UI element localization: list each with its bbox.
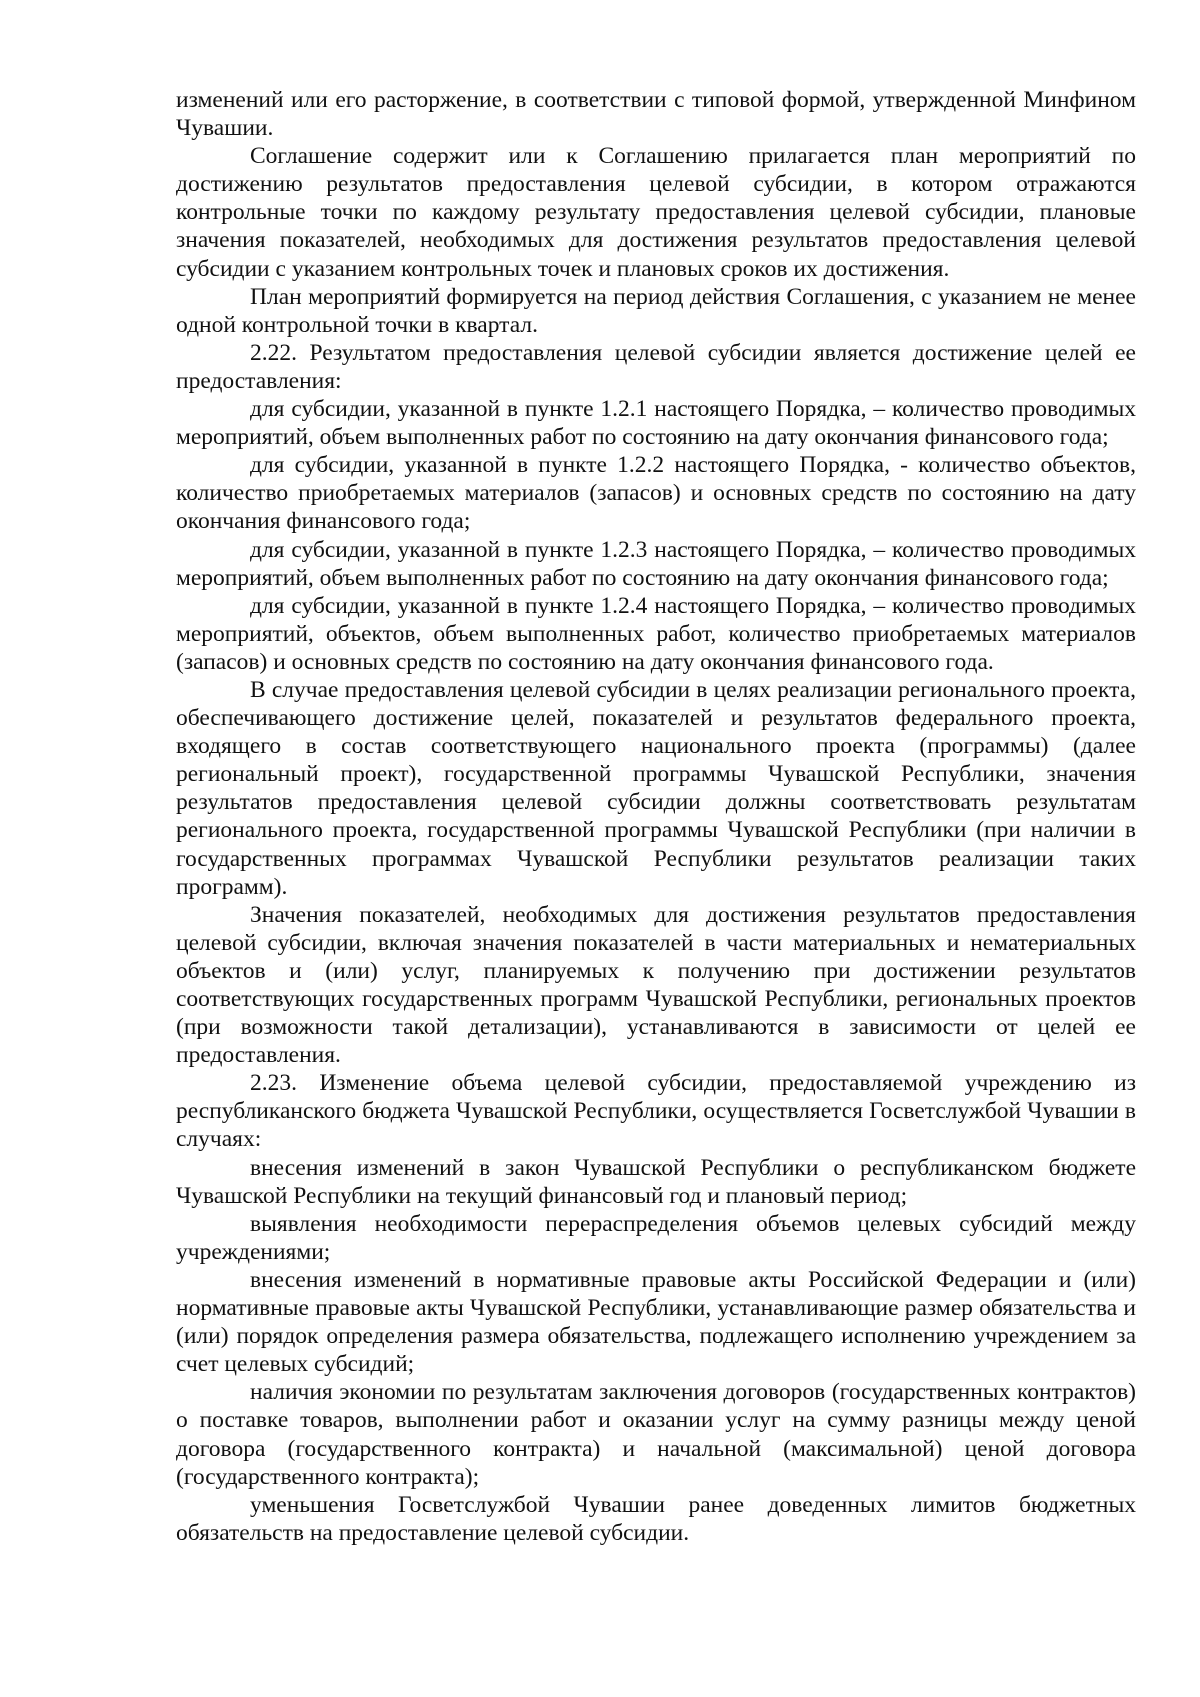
paragraph-subsidy-1-2-1: для субсидии, указанной в пункте 1.2.1 настоящего Порядка, – количество проводимых мероприятий, объем выполненных работ по состоянию на дату окончания финансового года; bbox=[176, 396, 1136, 451]
paragraph-case-limits-reduction: уменьшения Госветслужбой Чувашии ранее доведенных лимитов бюджетных обязательств на предоставление целевой субсидии. bbox=[176, 1491, 1136, 1546]
paragraph-clause-2-22: 2.22. Результатом предоставления целевой субсидии является достижение целей ее предоставления: bbox=[176, 339, 1136, 394]
paragraph-indicator-values: Значения показателей, необходимых для достижения результатов предоставления целевой субсидии, включая значения показателей в части материальных и нематериальных объектов и (или) услуг, планируемых к получению при достижении результатов соответствующих государственных программ Чувашской Республики, региональных проектов (при возможности такой детализации), устанавливаются в зависимости от целей ее предоставления. bbox=[176, 901, 1136, 1069]
paragraph-case-budget-law: внесения изменений в закон Чувашской Республики о республиканском бюджете Чувашской Республики на текущий финансовый год и плановый период; bbox=[176, 1154, 1136, 1209]
paragraph-case-normative-acts: внесения изменений в нормативные правовые акты Российской Федерации и (или) нормативные правовые акты Чувашской Республики, устанавливающие размер обязательства и (или) порядок определения размера обязательства, подлежащего исполнению учреждением за счет целевых субсидий; bbox=[176, 1266, 1136, 1378]
paragraph-case-savings: наличия экономии по результатам заключения договоров (государственных контрактов) о поставке товаров, выполнении работ и оказании услуг на сумму разницы между ценой договора (государственного контракта) и начальной (максимальной) ценой договора (государственного контракта); bbox=[176, 1379, 1136, 1490]
paragraph-subsidy-1-2-3: для субсидии, указанной в пункте 1.2.3 настоящего Порядка, – количество проводимых мероприятий, объем выполненных работ по состоянию на дату окончания финансового года; bbox=[176, 536, 1136, 591]
paragraph-action-plan-content: Соглашение содержит или к Соглашению прилагается план мероприятий по достижению результатов предоставления целевой субсидии, в котором отражаются контрольные точки по каждому результату предоставления целевой субсидии, плановые значения показателей, необходимых для достижения результатов предоставления целевой субсидии с указанием контрольных точек и плановых сроков их достижения. bbox=[176, 143, 1136, 282]
document-page bbox=[176, 86, 1136, 1547]
paragraph-regional-project: В случае предоставления целевой субсидии в целях реализации регионального проекта, обеспечивающего достижение целей, показателей и результатов федерального проекта, входящего в состав соответствующего национального проекта (программы) (далее региональный проект), государственной программы Чувашской Республики, значения результатов предоставления целевой субсидии должны соответствовать результатам регионального проекта, государственной программы Чувашской Республики (при наличии в государственных программах Чувашской Республики результатов реализации таких программ). bbox=[176, 676, 1136, 900]
paragraph-subsidy-1-2-2: для субсидии, указанной в пункте 1.2.2 настоящего Порядка, - количество объектов, количество приобретаемых материалов (запасов) и основных средств по состоянию на дату окончания финансового года; bbox=[176, 452, 1136, 535]
paragraph-subsidy-1-2-4: для субсидии, указанной в пункте 1.2.4 настоящего Порядка, – количество проводимых мероприятий, объектов, объем выполненных работ, количество приобретаемых материалов (запасов) и основных средств по состоянию на дату окончания финансового года. bbox=[176, 592, 1136, 675]
paragraph-clause-2-23: 2.23. Изменение объема целевой субсидии, предоставляемой учреждению из республиканского бюджета Чувашской Республики, осуществляется Госветслужбой Чувашии в случаях: bbox=[176, 1070, 1136, 1153]
paragraph-case-redistribution: выявления необходимости перераспределения объемов целевых субсидий между учреждениями; bbox=[176, 1210, 1136, 1265]
paragraph-agreement-form: изменений или его расторжение, в соответствии с типовой формой, утвержденной Минфином Чувашии. bbox=[176, 87, 1136, 142]
paragraph-action-plan-period: План мероприятий формируется на период действия Соглашения, с указанием не менее одной контрольной точки в квартал. bbox=[176, 283, 1136, 338]
